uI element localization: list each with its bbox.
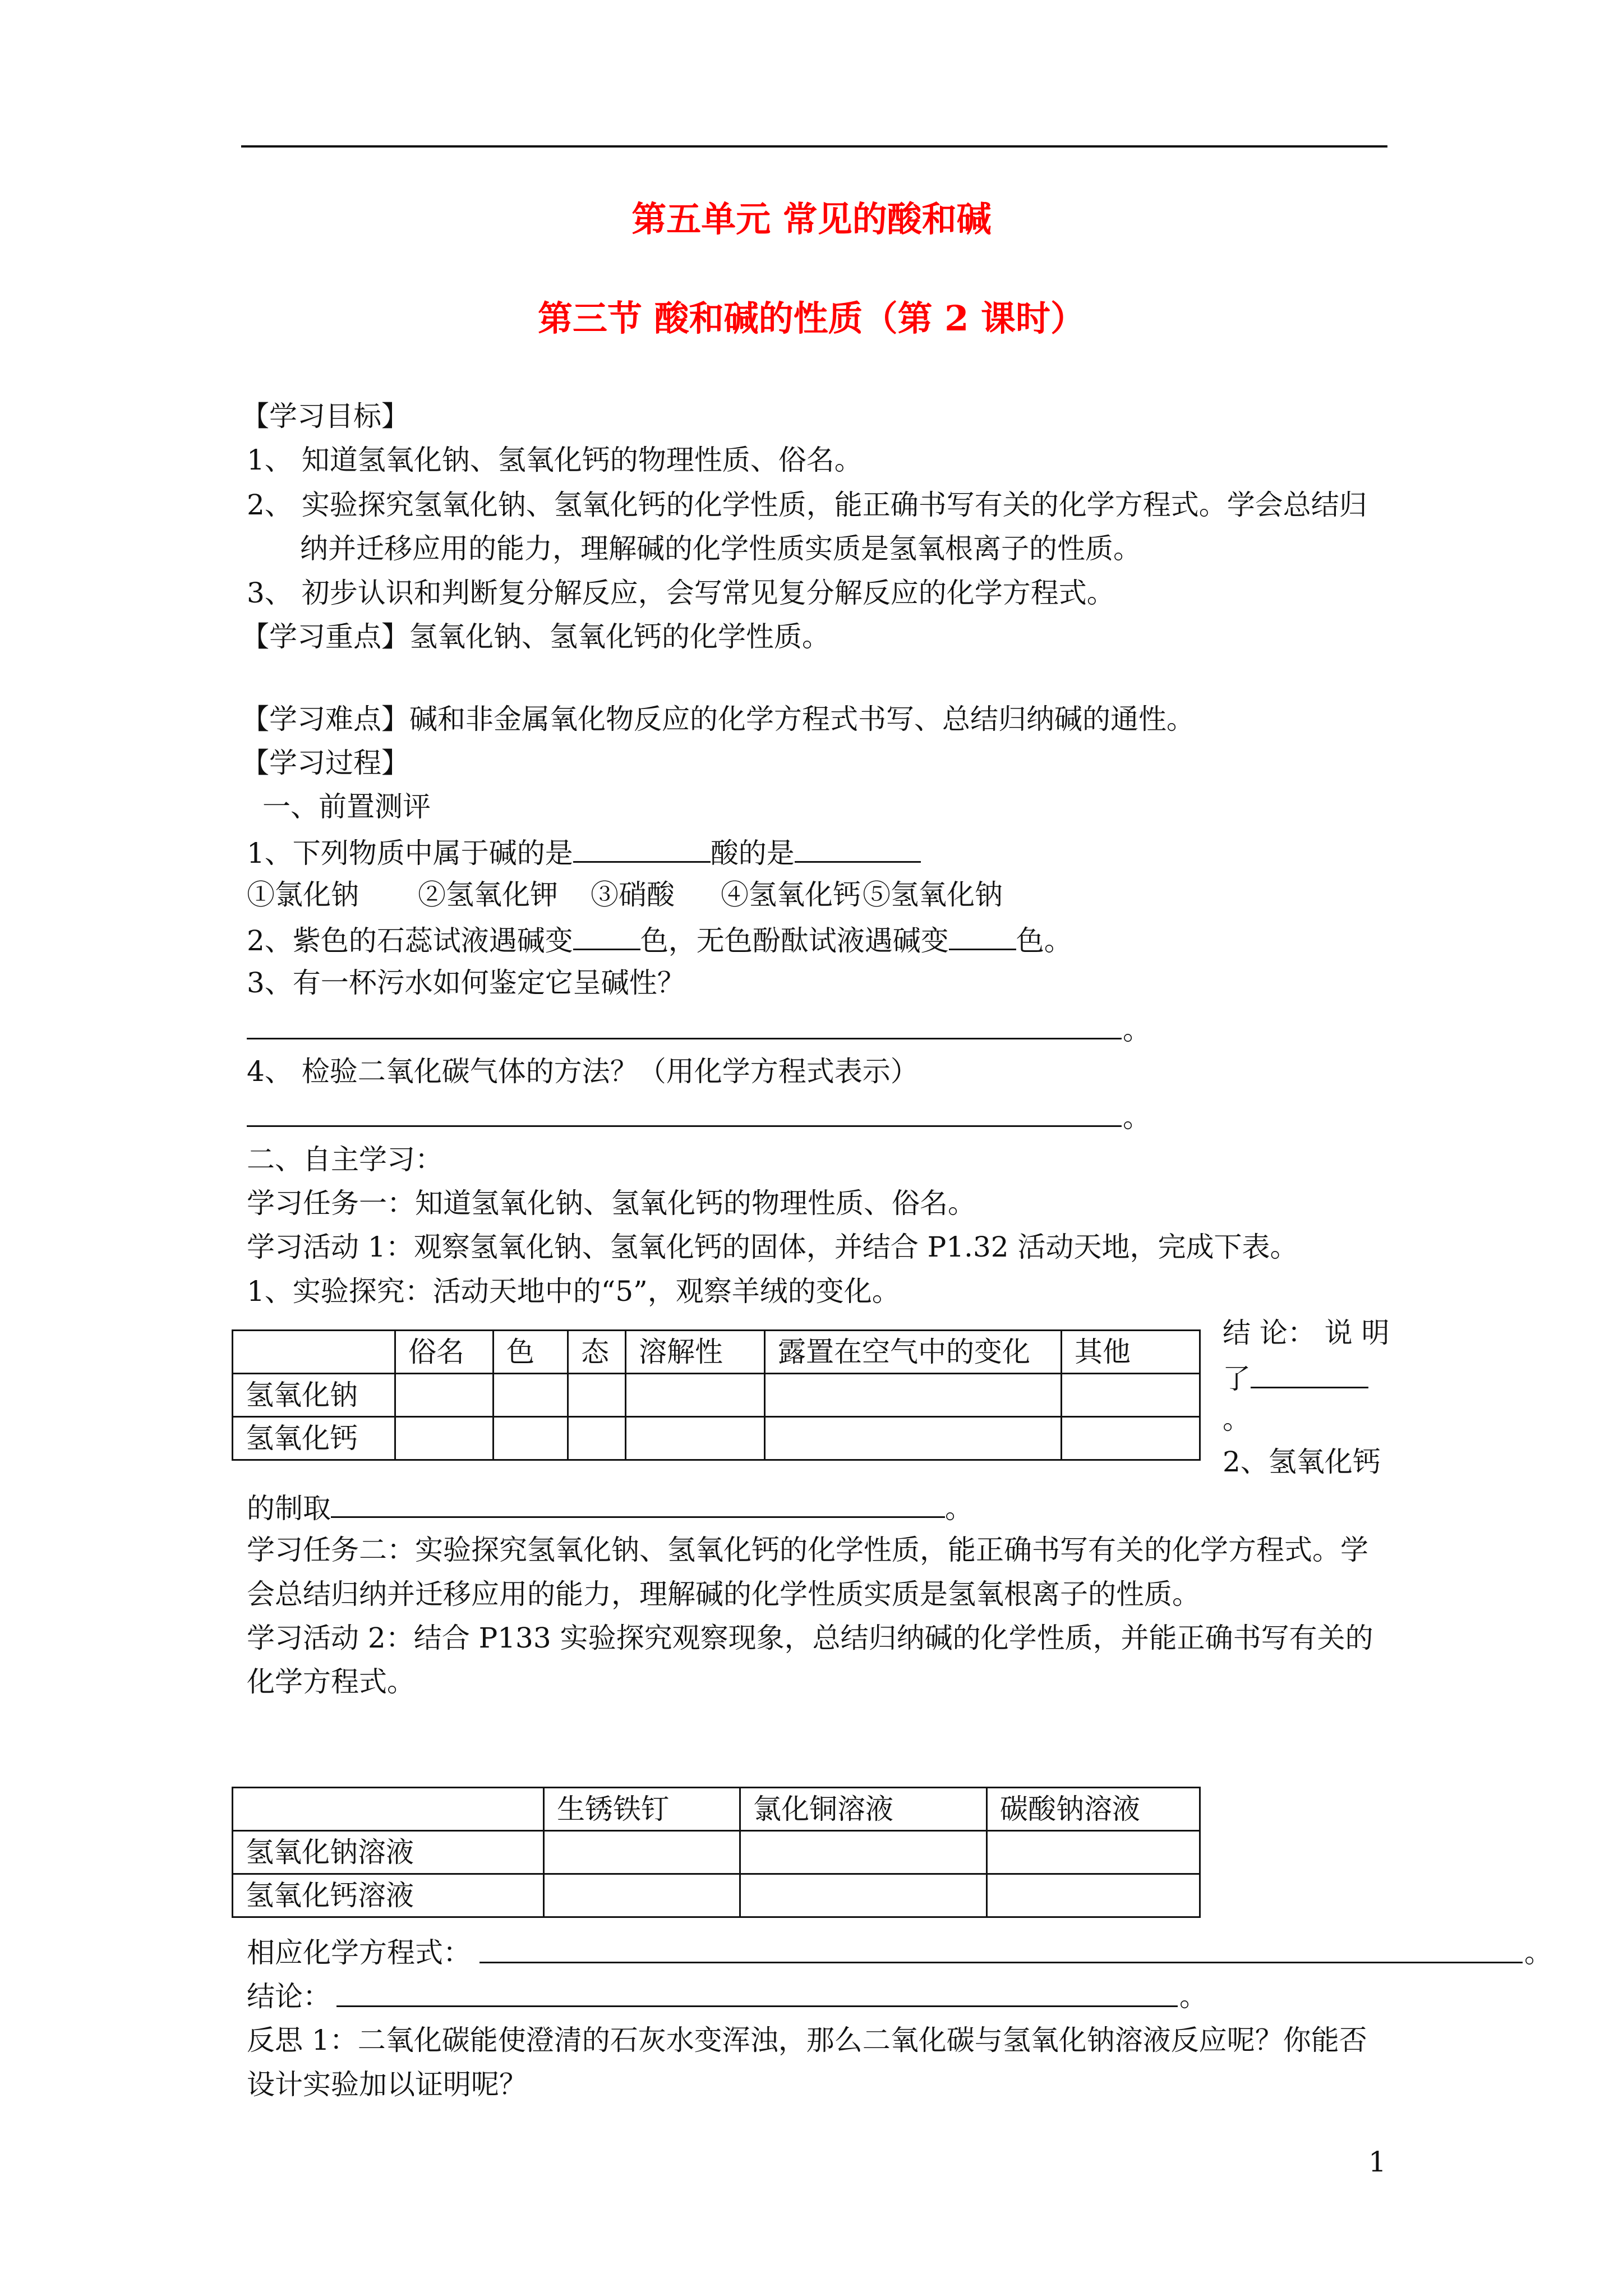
table-cell[interactable] [1062, 1417, 1200, 1460]
header-rule [241, 145, 1387, 148]
question-2-text-a: 2、紫色的石蕊试液遇碱变 [247, 924, 573, 957]
question-2-text-c: 色。 [1016, 924, 1072, 957]
answer-line-q4[interactable] [247, 1125, 1122, 1127]
question-3-end: 。 [1123, 1014, 1151, 1046]
table-header-cell: 氯化铜溶液 [740, 1788, 987, 1831]
part1-heading: 一、前置测评 [262, 790, 431, 823]
conclusion-1-label: 结 论： 说 明 [1223, 1317, 1390, 1349]
answer-blank-preparation[interactable] [331, 1489, 945, 1518]
equation-label: 相应化学方程式： [247, 1936, 471, 1969]
answer-blank-phenolphthalein[interactable] [949, 922, 1016, 950]
table-header-cell: 色 [494, 1331, 568, 1374]
key-point: 【学习重点】氢氧化钠、氢氧化钙的化学性质。 [241, 620, 830, 653]
item-2-prefix: 的制取 [247, 1492, 331, 1525]
item-2-label: 2、氢氧化钙 [1223, 1446, 1381, 1478]
table-cell[interactable] [765, 1417, 1062, 1460]
table-row [233, 1874, 1200, 1917]
question-1 [247, 834, 921, 870]
table-cell[interactable] [987, 1831, 1200, 1874]
physical-properties-table [232, 1329, 1201, 1461]
item-2-end: 。 [945, 1492, 973, 1525]
table-header-cell [233, 1331, 395, 1374]
question-4: 4、 检验二氧化碳气体的方法？（用化学方程式表示） [247, 1055, 919, 1088]
table-cell[interactable] [395, 1374, 494, 1417]
table-cell[interactable] [544, 1831, 740, 1874]
section-title: 第三节 酸和碱的性质（第 2 课时） [538, 298, 1085, 339]
task-2-line-1: 学习任务二：实验探究氢氧化钠、氢氧化钙的化学性质，能正确书写有关的化学方程式。学 [247, 1534, 1368, 1566]
activity-2-line-2: 化学方程式。 [247, 1665, 415, 1698]
table-cell[interactable] [395, 1417, 494, 1460]
question-1-text-a: 1、下列物质中属于碱的是 [247, 837, 573, 869]
table-header-cell: 态 [568, 1331, 626, 1374]
option-2: ②氢氧化钾 [418, 878, 558, 911]
reflection-line-1: 反思 1：二氧化碳能使澄清的石灰水变浑浊，那么二氧化碳与氢氧化钠溶液反应呢？你能否 [247, 2024, 1367, 2056]
table-cell[interactable] [568, 1374, 626, 1417]
answer-line-q3[interactable] [247, 1038, 1122, 1039]
table-cell[interactable] [494, 1417, 568, 1460]
question-1-text-b: 酸的是 [710, 837, 795, 869]
page-number: 1 [1368, 2146, 1386, 2178]
goal-item-3: 3、 初步认识和判断复分解反应，会写常见复分解反应的化学方程式。 [247, 577, 1115, 609]
table-header-cell: 生锈铁钉 [544, 1788, 740, 1831]
table-header-cell: 俗名 [395, 1331, 494, 1374]
row-label: 氢氧化钠 [233, 1374, 395, 1417]
task-2-line-2: 会总结归纳并迁移应用的能力，理解碱的化学性质实质是氢氧根离子的性质。 [247, 1578, 1200, 1611]
task-1: 学习任务一：知道氢氧化钠、氢氧化钙的物理性质、俗名。 [247, 1187, 976, 1220]
goal-item-2: 2、 实验探究氢氧化钠、氢氧化钙的化学性质，能正确书写有关的化学方程式。学会总结归 [247, 489, 1367, 521]
answer-blank-base[interactable] [573, 834, 711, 863]
table-cell[interactable] [740, 1831, 987, 1874]
table-cell[interactable] [765, 1374, 1062, 1417]
table-cell[interactable] [740, 1874, 987, 1917]
goal-item-2-cont: 纳并迁移应用的能力，理解碱的化学性质实质是氢氧根离子的性质。 [300, 532, 1141, 565]
table-cell[interactable] [626, 1417, 765, 1460]
equation-end: 。 [1524, 1936, 1552, 1969]
goal-item-1: 1、 知道氢氧化钠、氢氧化钙的物理性质、俗名。 [247, 444, 863, 476]
unit-title: 第五单元 常见的酸和碱 [631, 199, 992, 240]
row-label: 氢氧化钙 [233, 1417, 395, 1460]
table-row [233, 1831, 1200, 1874]
conclusion-end: 。 [1179, 1980, 1207, 2013]
table-cell[interactable] [987, 1874, 1200, 1917]
table-row [233, 1374, 1200, 1417]
table-header-cell: 露置在空气中的变化 [765, 1331, 1062, 1374]
table-cell[interactable] [494, 1374, 568, 1417]
part2-heading: 二、自主学习： [247, 1143, 443, 1176]
table-cell[interactable] [626, 1374, 765, 1417]
difficulty: 【学习难点】碱和非金属氧化物反应的化学方程式书写、总结归纳碱的通性。 [241, 703, 1195, 735]
option-1: ①氯化钠 [247, 878, 359, 911]
answer-blank-conclusion-1[interactable] [1251, 1360, 1368, 1388]
activity-1: 学习活动 1：观察氢氧化钠、氢氧化钙的固体，并结合 P1.32 活动天地，完成下表。 [247, 1231, 1298, 1263]
option-3: ③硝酸 [591, 878, 675, 911]
experiment-1: 1、实验探究：活动天地中的“5”，观察羊绒的变化。 [247, 1275, 900, 1308]
item-2-line [247, 1489, 973, 1525]
table-header-cell [233, 1788, 544, 1831]
table-header-cell: 碳酸钠溶液 [987, 1788, 1200, 1831]
table-header-cell: 其他 [1062, 1331, 1200, 1374]
conclusion-1-end: 。 [1223, 1403, 1251, 1435]
answer-line-equation[interactable] [479, 1962, 1523, 1963]
chemical-properties-table [232, 1787, 1201, 1918]
row-label: 氢氧化钠溶液 [233, 1831, 544, 1874]
question-2-text-b: 色，无色酚酞试液遇碱变 [640, 924, 949, 957]
table-header-cell: 溶解性 [626, 1331, 765, 1374]
table-cell[interactable] [1062, 1374, 1200, 1417]
table-cell[interactable] [568, 1417, 626, 1460]
table-header-row [233, 1788, 1200, 1831]
table-header-row [233, 1331, 1200, 1374]
question-2 [247, 922, 1072, 958]
conclusion-1-line [1223, 1360, 1368, 1396]
conclusion-label: 结论： [247, 1980, 331, 2013]
option-4: ④氢氧化钙 [721, 878, 861, 911]
table-row [233, 1417, 1200, 1460]
conclusion-1-prefix: 了 [1223, 1363, 1251, 1395]
table-cell[interactable] [544, 1874, 740, 1917]
reflection-line-2: 设计实验加以证明呢？ [247, 2068, 527, 2101]
question-4-end: 。 [1123, 1101, 1151, 1134]
answer-blank-acid[interactable] [795, 834, 921, 863]
question-3: 3、有一杯污水如何鉴定它呈碱性？ [247, 967, 685, 999]
option-5: ⑤氢氧化钠 [863, 878, 1003, 911]
goals-heading: 【学习目标】 [241, 400, 409, 432]
answer-blank-litmus[interactable] [573, 922, 640, 950]
process-heading: 【学习过程】 [241, 747, 409, 779]
answer-line-conclusion[interactable] [336, 2005, 1178, 2007]
row-label: 氢氧化钙溶液 [233, 1874, 544, 1917]
activity-2-line-1: 学习活动 2：结合 P133 实验探究观察现象，总结归纳碱的化学性质，并能正确书写有关的 [247, 1622, 1373, 1654]
